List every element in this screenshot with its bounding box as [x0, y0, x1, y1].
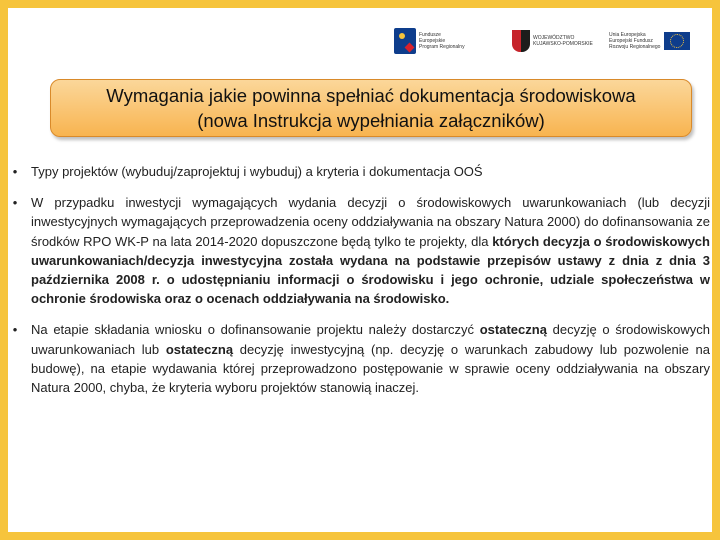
bullet-item — [10, 320, 710, 397]
slide-title-box — [50, 79, 692, 137]
bullet-item — [10, 162, 710, 181]
slide-frame-bottom — [0, 532, 720, 540]
bullet-item — [10, 193, 710, 308]
fundusze-europejskie-icon — [394, 28, 416, 54]
slide-frame-left — [0, 0, 8, 540]
bullet-text: Na etapie składania wniosku o dofinansowanie projektu należy dostarczyć ostateczną decyzję o środowiskowych uwarunkowaniach lub ostateczną decyzję inwestycyjną (np. decyzję o warunkach zabudowy lub pozwolenie na budowę), na etapie wydawania której przeprowadzono postępowanie w sprawie oceny oddziaływania na obszary Natura 2000, chyba, że kryteria wyboru projektów stanowią inaczej. — [31, 322, 711, 396]
wojewodztwo-logo-text: WOJEWÓDZTWO KUJAWSKO-POMORSKIE — [533, 35, 593, 47]
fundusze-europejskie-logo — [394, 24, 465, 58]
fundusze-logo-text: Fundusze Europejskie Program Regionalny — [419, 32, 465, 50]
bold-text: ostateczną — [479, 322, 547, 338]
bold-text: ostateczną — [165, 341, 234, 357]
bullet-marker: • — [12, 164, 18, 179]
logo-bar — [380, 14, 706, 66]
unia-logo-text: Unia Europejska Europejski Fundusz Rozwoju Regionalnego — [609, 32, 661, 50]
slide-frame-right — [712, 0, 720, 540]
eu-flag-icon — [664, 32, 690, 50]
coat-of-arms-icon — [512, 30, 530, 52]
bullet-marker: • — [12, 322, 18, 338]
bullet-text: Typy projektów (wybuduj/zaprojektuj i wybuduj) a kryteria i dokumentacja OOŚ — [31, 164, 483, 179]
bullet-marker: • — [12, 195, 18, 211]
unia-europejska-logo — [606, 24, 690, 58]
slide-frame-top — [0, 0, 720, 8]
slide-title-line-2: (nowa Instrukcja wypełniania załączników) — [197, 110, 545, 131]
wojewodztwo-logo — [512, 24, 593, 58]
slide-title-line-1: Wymagania jakie powinna spełniać dokumentacja środowiskowa — [106, 85, 636, 106]
bold-text: których decyzja o środowiskowych uwarunkowaniach/decyzja inwestycyjna została wydana na podstawie przepisów ustawy z dnia z dnia 3 października 2008 r. o udostępnianiu informacji o środowisku i jego ochronie, udziale społeczeństwa w ochronie środowiska oraz o ocenach oddziaływania na środowisko. — [31, 233, 710, 307]
slide-content — [10, 162, 710, 409]
bullet-text: W przypadku inwestycji wymagających wydania decyzji o środowiskowych uwarunkowaniach (lub decyzji inwestycyjnych wymagających przeprowadzenia oceny oddziaływania na obszary Natura 2000) do dofinansowania ze środków RPO WK-P na lata 2014-2020 dopuszczone będą tylko te projekty, dla których decyzja o środowiskowych uwarunkowaniach/decyzja inwestycyjna została wydana na podstawie przepisów ustawy z dnia z dnia 3 października 2008 r. o udostępnianiu informacji o środowisku i jego ochronie, udziale społeczeństwa w ochronie środowiska oraz o ocenach oddziaływania na środowisko. — [31, 195, 710, 307]
